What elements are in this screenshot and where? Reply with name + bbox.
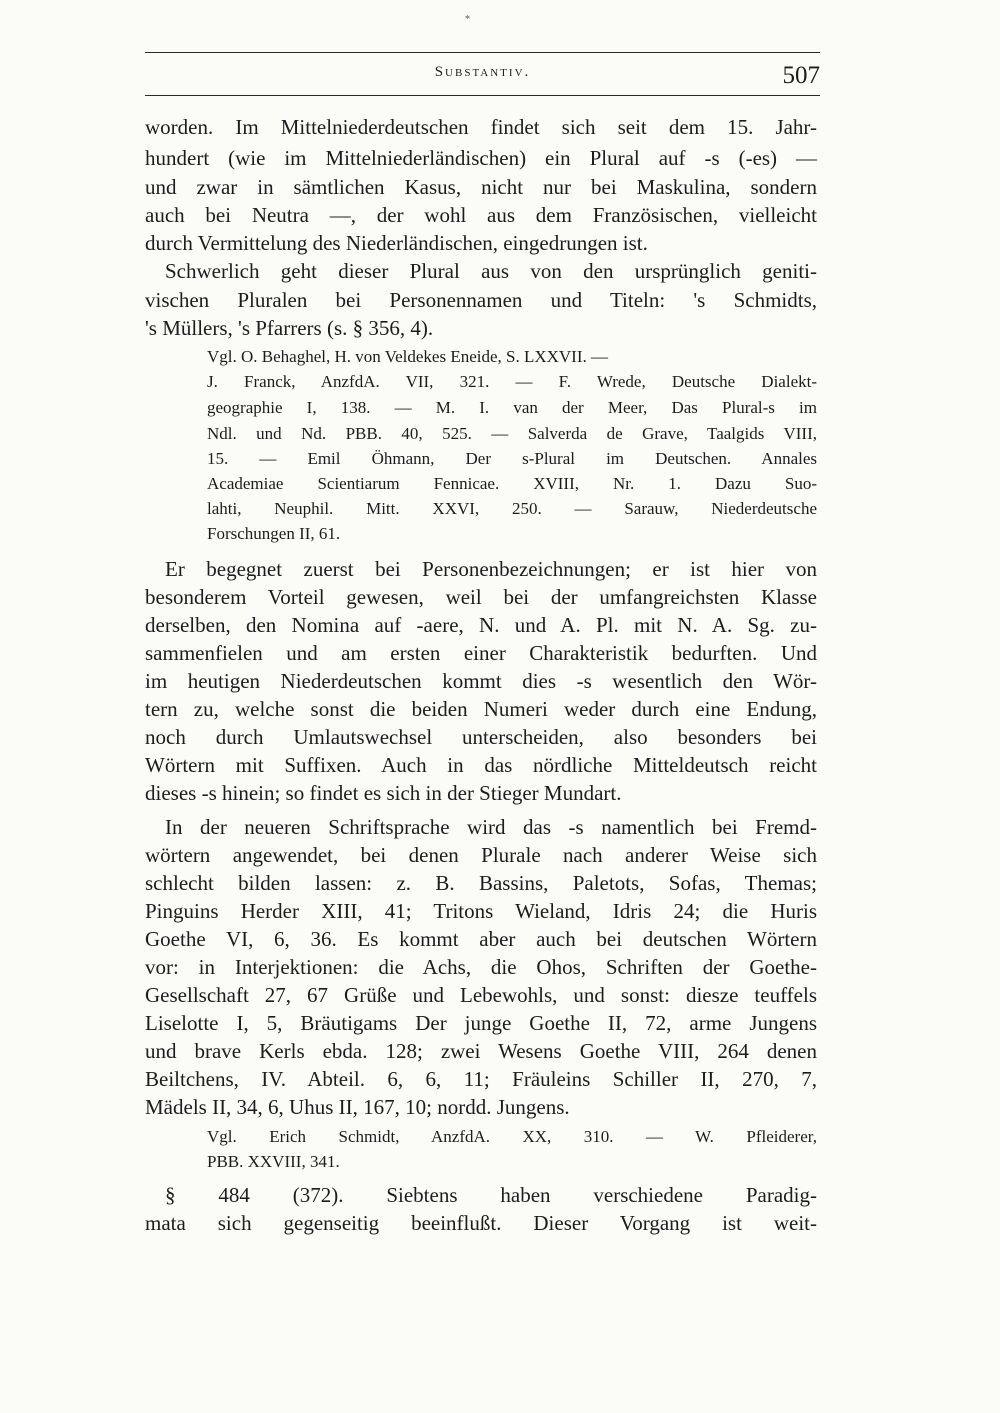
text-line: schlecht bilden lassen: z. B. Bassins, Paletots, Sofas, Themas; (145, 871, 817, 895)
running-title: Substantiv. (434, 64, 531, 80)
text-line: worden. Im Mittelniederdeutschen findet sich seit dem 15. Jahr- (145, 115, 817, 139)
text-line: Beiltchens, IV. Abteil. 6, 6, 11; Fräuleins Schiller II, 270, 7, (145, 1067, 817, 1091)
text-line: noch durch Umlautswechsel unterscheiden, also besonders bei (145, 725, 817, 749)
note-line: 15. — Emil Öhmann, Der s-Plural im Deutschen. Annales (207, 449, 817, 468)
text-line: besonderem Vorteil gewesen, weil bei der umfangreichsten Klasse (145, 585, 817, 609)
note-line: Forschungen II, 61. (207, 524, 341, 543)
text-line: Pinguins Herder XIII, 41; Tritons Wieland, Idris 24; die Huris (145, 899, 817, 923)
ornament-mark: * (465, 14, 470, 25)
text-line: Mädels II, 34, 6, Uhus II, 167, 10; nordd. Jungens. (145, 1095, 570, 1119)
text-line: und brave Kerls ebda. 128; zwei Wesens Goethe VIII, 264 denen (145, 1039, 817, 1063)
text-line: vor: in Interjektionen: die Achs, die Ohos, Schriften der Goethe- (145, 955, 817, 979)
section-heading-line: § 484 (372). Siebtens haben verschiedene Paradig- (165, 1183, 817, 1207)
page-number: 507 (782, 62, 820, 89)
text-line: tern zu, welche sonst die beiden Numeri weder durch eine Endung, (145, 697, 817, 721)
text-line: Goethe VI, 6, 36. Es kommt aber auch bei deutschen Wörtern (145, 927, 817, 951)
header-bottom-rule (145, 95, 820, 96)
note-line: lahti, Neuphil. Mitt. XXVI, 250. — Sarauw, Niederdeutsche (207, 499, 817, 518)
text-line: 's Müllers, 's Pfarrers (s. § 356, 4). (145, 316, 434, 340)
text-line: dieses -s hinein; so findet es sich in der Stieger Mundart. (145, 781, 622, 805)
note-line: Vgl. O. Behaghel, H. von Veldekes Eneide, S. LXXVII. — (207, 347, 609, 366)
note-line: Academiae Scientiarum Fennicae. XVIII, Nr. 1. Dazu Suo- (207, 474, 817, 493)
text-line: Er begegnet zuerst bei Personenbezeichnungen; er ist hier von (165, 557, 817, 581)
text-line: derselben, den Nomina auf -aere, N. und A. Pl. mit N. A. Sg. zu- (145, 613, 817, 637)
text-line: und zwar in sämtlichen Kasus, nicht nur bei Maskulina, sondern (145, 175, 817, 199)
text-line: auch bei Neutra —, der wohl aus dem Französischen, vielleicht (145, 203, 817, 227)
note-line: geographie I, 138. — M. I. van der Meer, Das Plural-s im (207, 398, 817, 417)
text-line: durch Vermittelung des Niederländischen, eingedrungen ist. (145, 231, 648, 255)
note-line: Ndl. und Nd. PBB. 40, 525. — Salverda de Grave, Taalgids VIII, (207, 424, 817, 443)
text-line: Liselotte I, 5, Bräutigams Der junge Goethe II, 72, arme Jungens (145, 1011, 817, 1035)
text-line: Wörtern mit Suffixen. Auch in das nördliche Mitteldeutsch reicht (145, 753, 817, 777)
text-line: Gesellschaft 27, 67 Grüße und Lebewohls, und sonst: diesze teuffels (145, 983, 817, 1007)
text-line: wörtern angewendet, bei denen Plurale nach anderer Weise sich (145, 843, 817, 867)
text-line: vischen Pluralen bei Personennamen und Titeln: 's Schmidts, (145, 288, 817, 312)
note-line: J. Franck, AnzfdA. VII, 321. — F. Wrede, Deutsche Dialekt- (207, 372, 817, 391)
text-line: im heutigen Niederdeutschen kommt dies -s wesentlich den Wör- (145, 669, 817, 693)
text-line: mata sich gegenseitig beeinflußt. Dieser Vorgang ist weit- (145, 1211, 817, 1235)
note-line: PBB. XXVIII, 341. (207, 1152, 340, 1171)
text-line: hundert (wie im Mittelniederländischen) ein Plural auf -s (-es) — (145, 146, 817, 170)
text-line: sammenfielen und am ersten einer Charakteristik bedurften. Und (145, 641, 817, 665)
text-line: Schwerlich geht dieser Plural aus von den ursprünglich geniti- (165, 259, 817, 283)
header-top-rule (145, 52, 820, 53)
note-line: Vgl. Erich Schmidt, AnzfdA. XX, 310. — W. Pfleiderer, (207, 1127, 817, 1146)
text-line: In der neueren Schriftsprache wird das -s namentlich bei Fremd- (165, 815, 817, 839)
